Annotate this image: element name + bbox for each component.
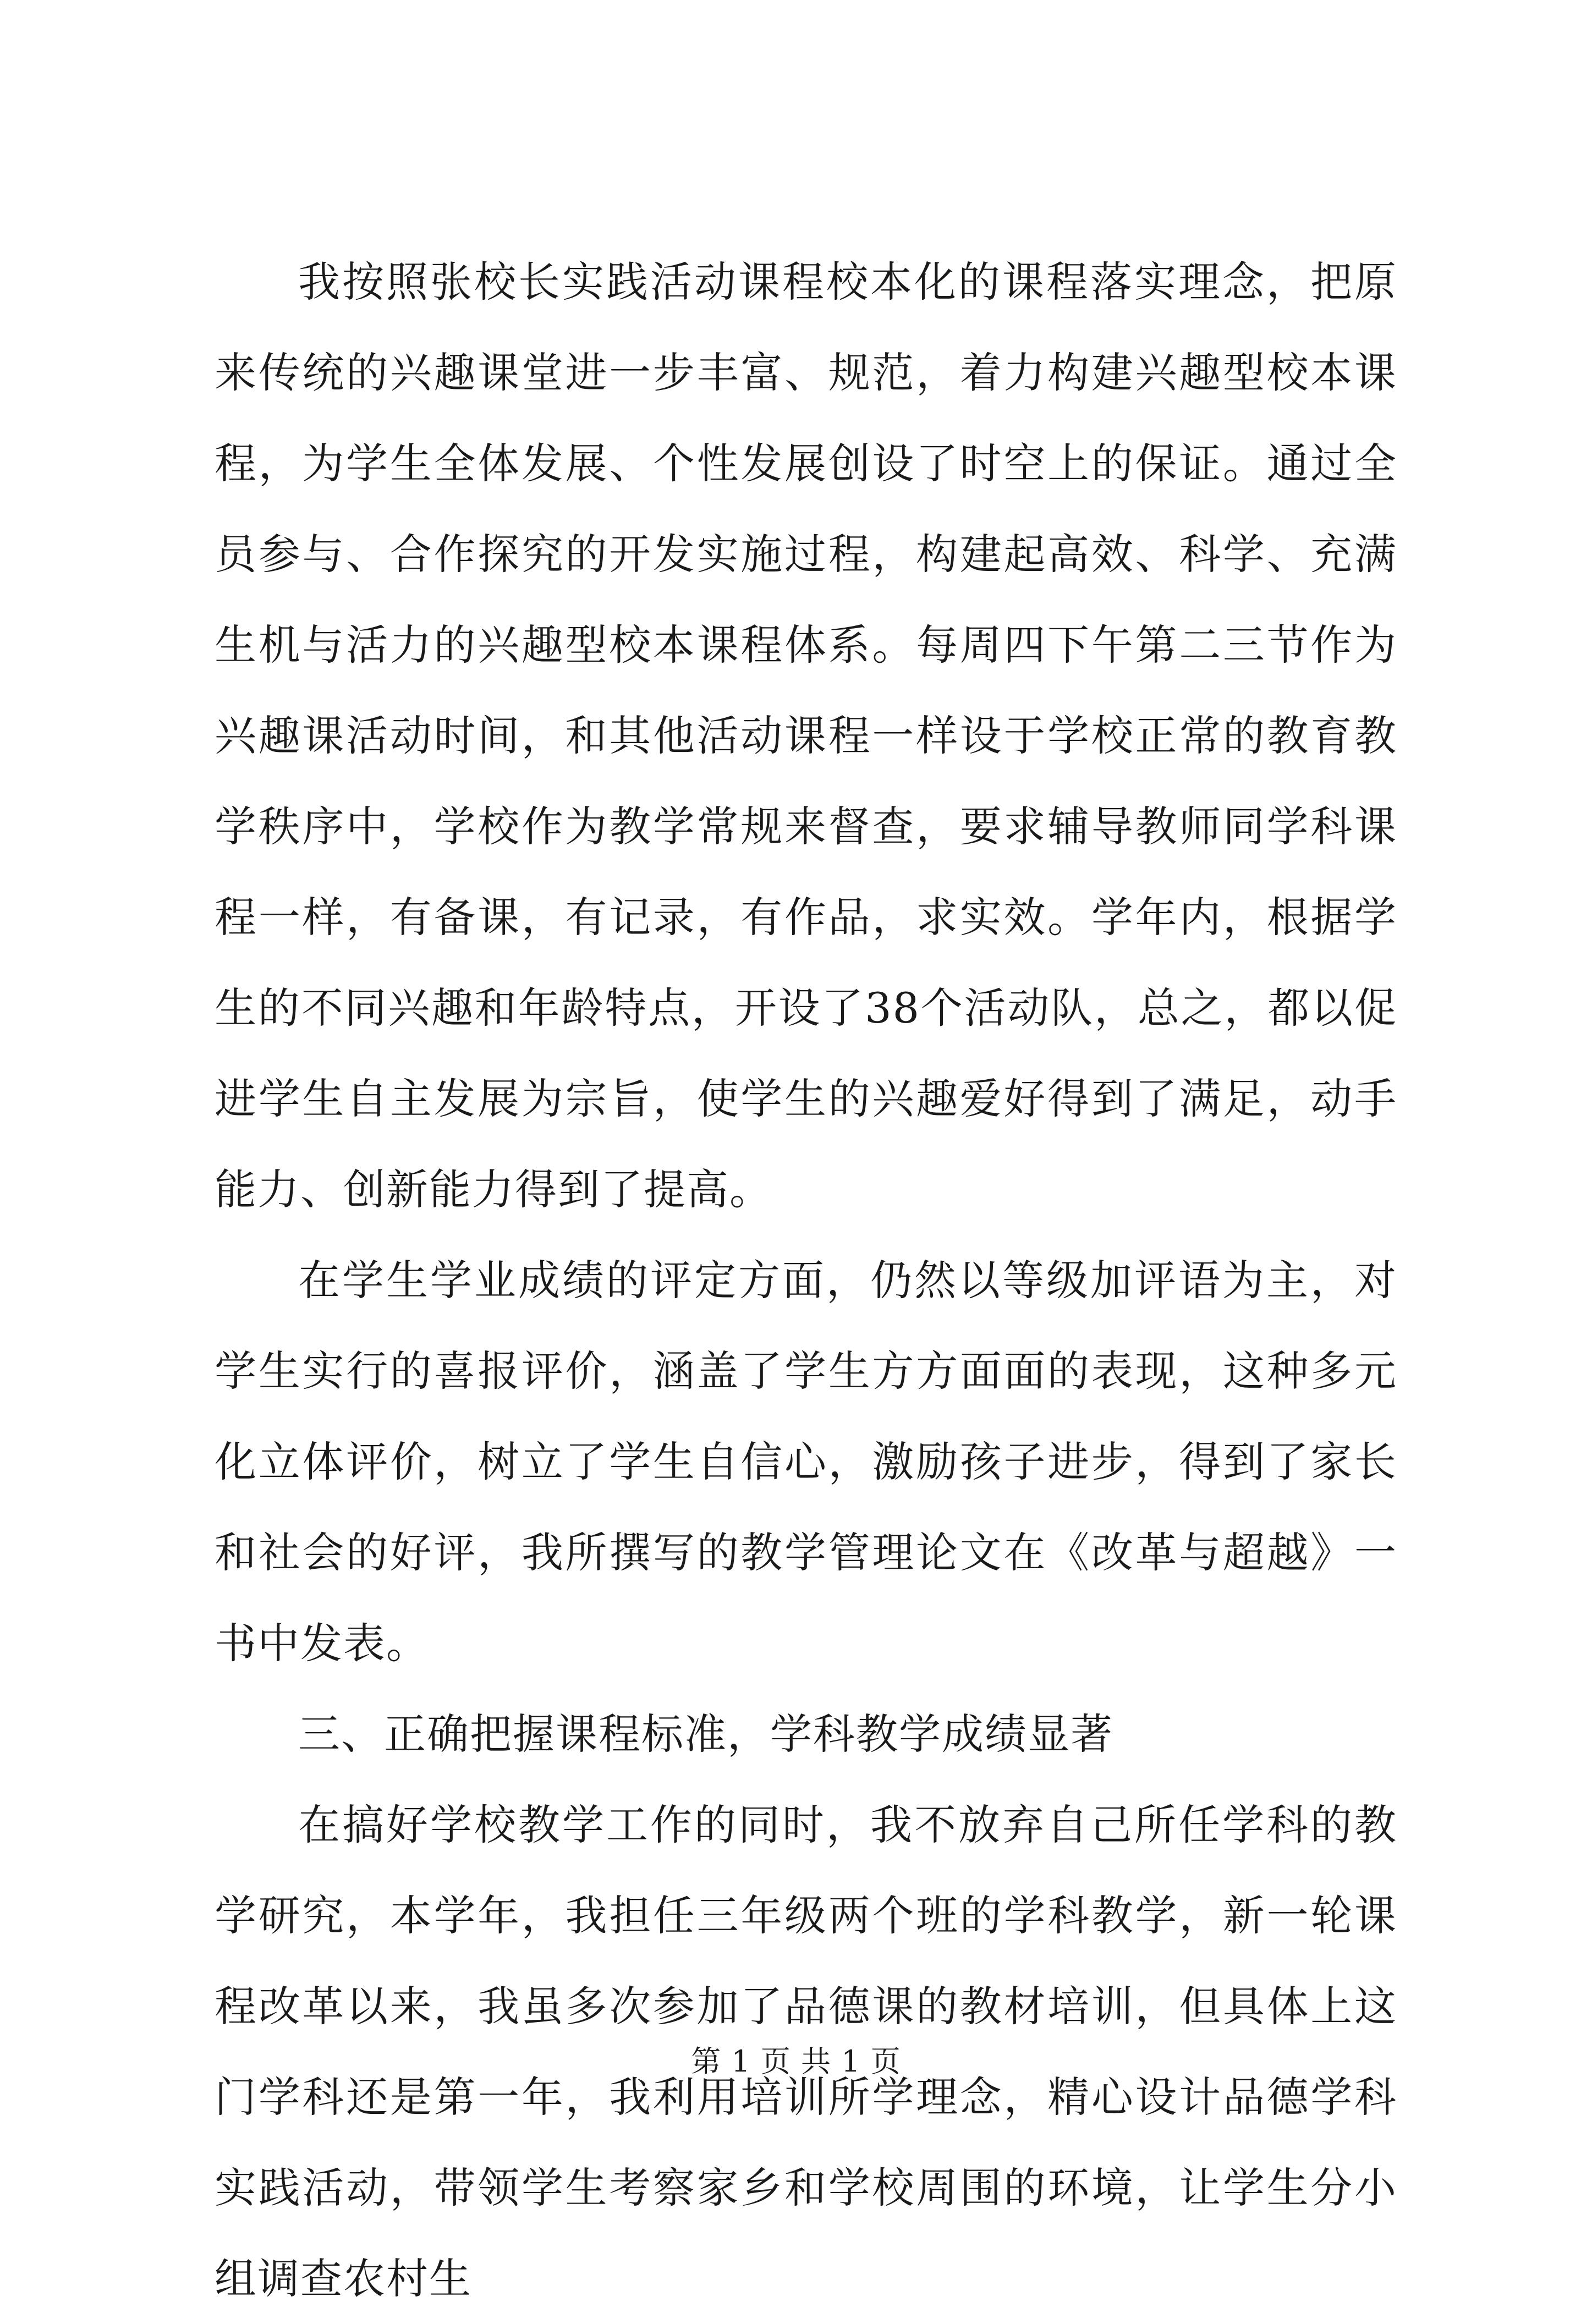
- paragraph-3: 在搞好学校教学工作的同时，我不放弃自己所任学科的教学研究，本学年，我担任三年级两个班的学科教学，新一轮课程改革以来，我虽多次参加了品德课的教材培训，但具体上这门学科还是第一年，我利用培训所学理念，精心设计品德学科实践活动，带领学生考察家乡和学校周围的环境，让学生分小组调查农村生: [215, 1800, 1397, 2303]
- page-footer: 第 1 页 共 1 页: [691, 2044, 901, 2079]
- document-body: [215, 237, 1397, 2324]
- section-heading: 三、正确把握课程标准，学科教学成绩显著: [298, 1710, 1113, 1759]
- paragraph-1: 我按照张校长实践活动课程校本化的课程落实理念，把原来传统的兴趣课堂进一步丰富、规范，着力构建兴趣型校本课程，为学生全体发展、个性发展创设了时空上的保证。通过全员参与、合作探究的开发实施过程，构建起高效、科学、充满生机与活力的兴趣型校本课程体系。每周四下午第二三节作为兴趣课活动时间，和其他活动课程一样设于学校正常的教育教学秩序中，学校作为教学常规来督查，要求辅导教师同学科课程一样，有备课，有记录，有作品，求实效。学年内，根据学生的不同兴趣和年龄特点，开设了38个活动队，总之，都以促进学生自主发展为宗旨，使学生的兴趣爱好得到了满足，动手能力、创新能力得到了提高。: [215, 257, 1397, 1214]
- paragraph-2: 在学生学业成绩的评定方面，仍然以等级加评语为主，对学生实行的喜报评价，涵盖了学生方方面面的表现，这种多元化立体评价，树立了学生自信心，激励孩子进步，得到了家长和社会的好评，我所撰写的教学管理论文在《改革与超越》一书中发表。: [215, 1256, 1397, 1668]
